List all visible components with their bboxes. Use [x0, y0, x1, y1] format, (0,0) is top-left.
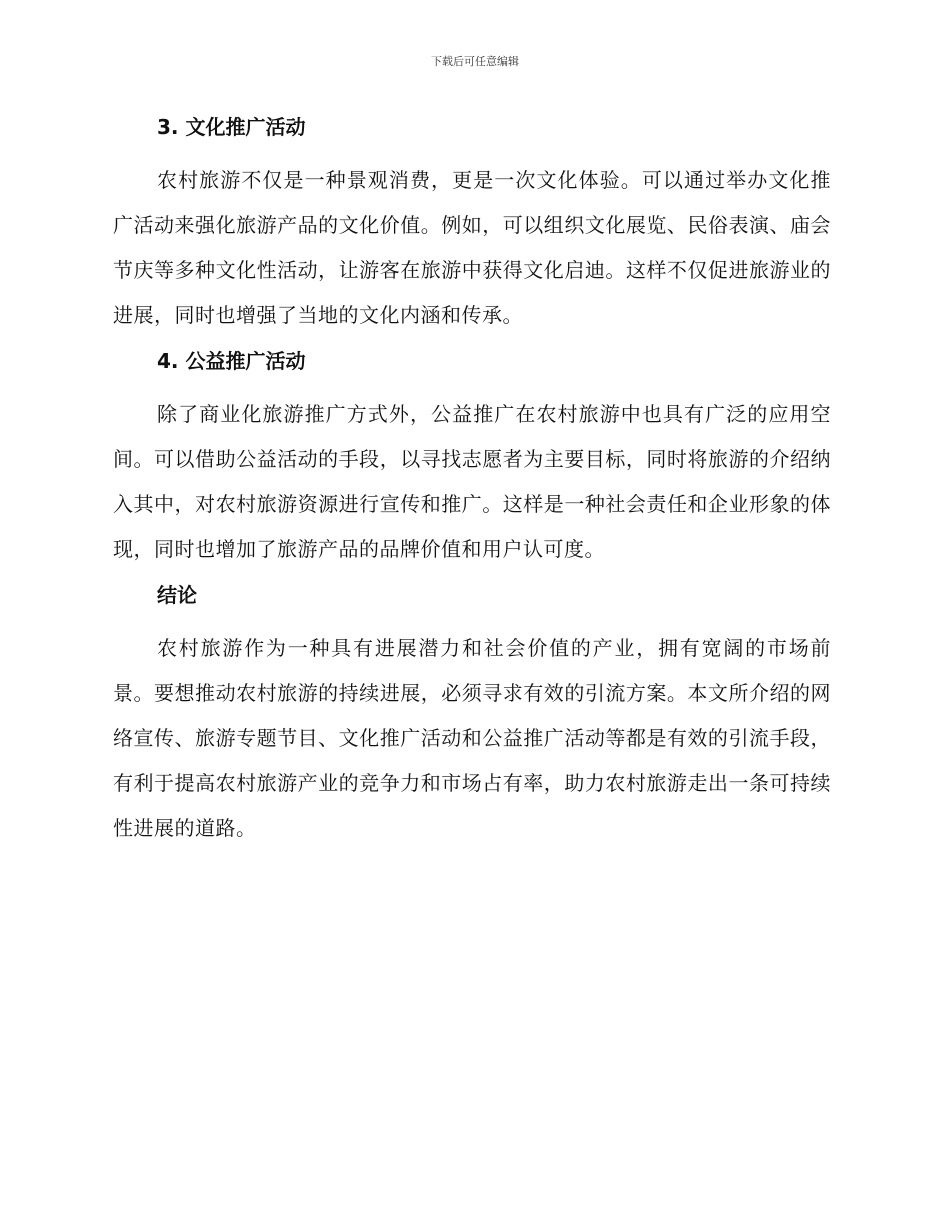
section-heading: 4. 公益推广活动 [157, 349, 306, 373]
page-header: 下载后可任意编辑 [431, 55, 519, 68]
section-paragraph: 农村旅游作为一种具有进展潜力和社会价值的产业，拥有宽阔的市场前景。要想推动农村旅游的持续进展，必须寻求有效的引流方案。本文所介绍的网络宣传、旅游专题节目、文化推广活动和公益推广活动等都是有效的引流手段，有利于提高农村旅游产业的竞争力和市场占有率，助力农村旅游走出一条可持续性进展的道路。 [113, 636, 831, 840]
section-heading: 3. 文化推广活动 [157, 115, 306, 139]
section-heading: 结论 [157, 583, 197, 607]
section-public-welfare-promotion [113, 344, 831, 572]
section-paragraph: 农村旅游不仅是一种景观消费，更是一次文化体验。可以通过举办文化推广活动来强化旅游产品的文化价值。例如，可以组织文化展览、民俗表演、庙会节庆等多种文化性活动，让游客在旅游中获得文化启迪。这样不仅促进旅游业的进展，同时也增强了当地的文化内涵和传承。 [113, 168, 831, 327]
section-cultural-promotion [113, 110, 831, 338]
section-paragraph: 除了商业化旅游推广方式外，公益推广在农村旅游中也具有广泛的应用空间。可以借助公益活动的手段，以寻找志愿者为主要目标，同时将旅游的介绍纳入其中，对农村旅游资源进行宣传和推广。这样是一种社会责任和企业形象的体现，同时也增加了旅游产品的品牌价值和用户认可度。 [113, 402, 831, 561]
document-body [113, 110, 831, 857]
section-conclusion [113, 578, 831, 851]
